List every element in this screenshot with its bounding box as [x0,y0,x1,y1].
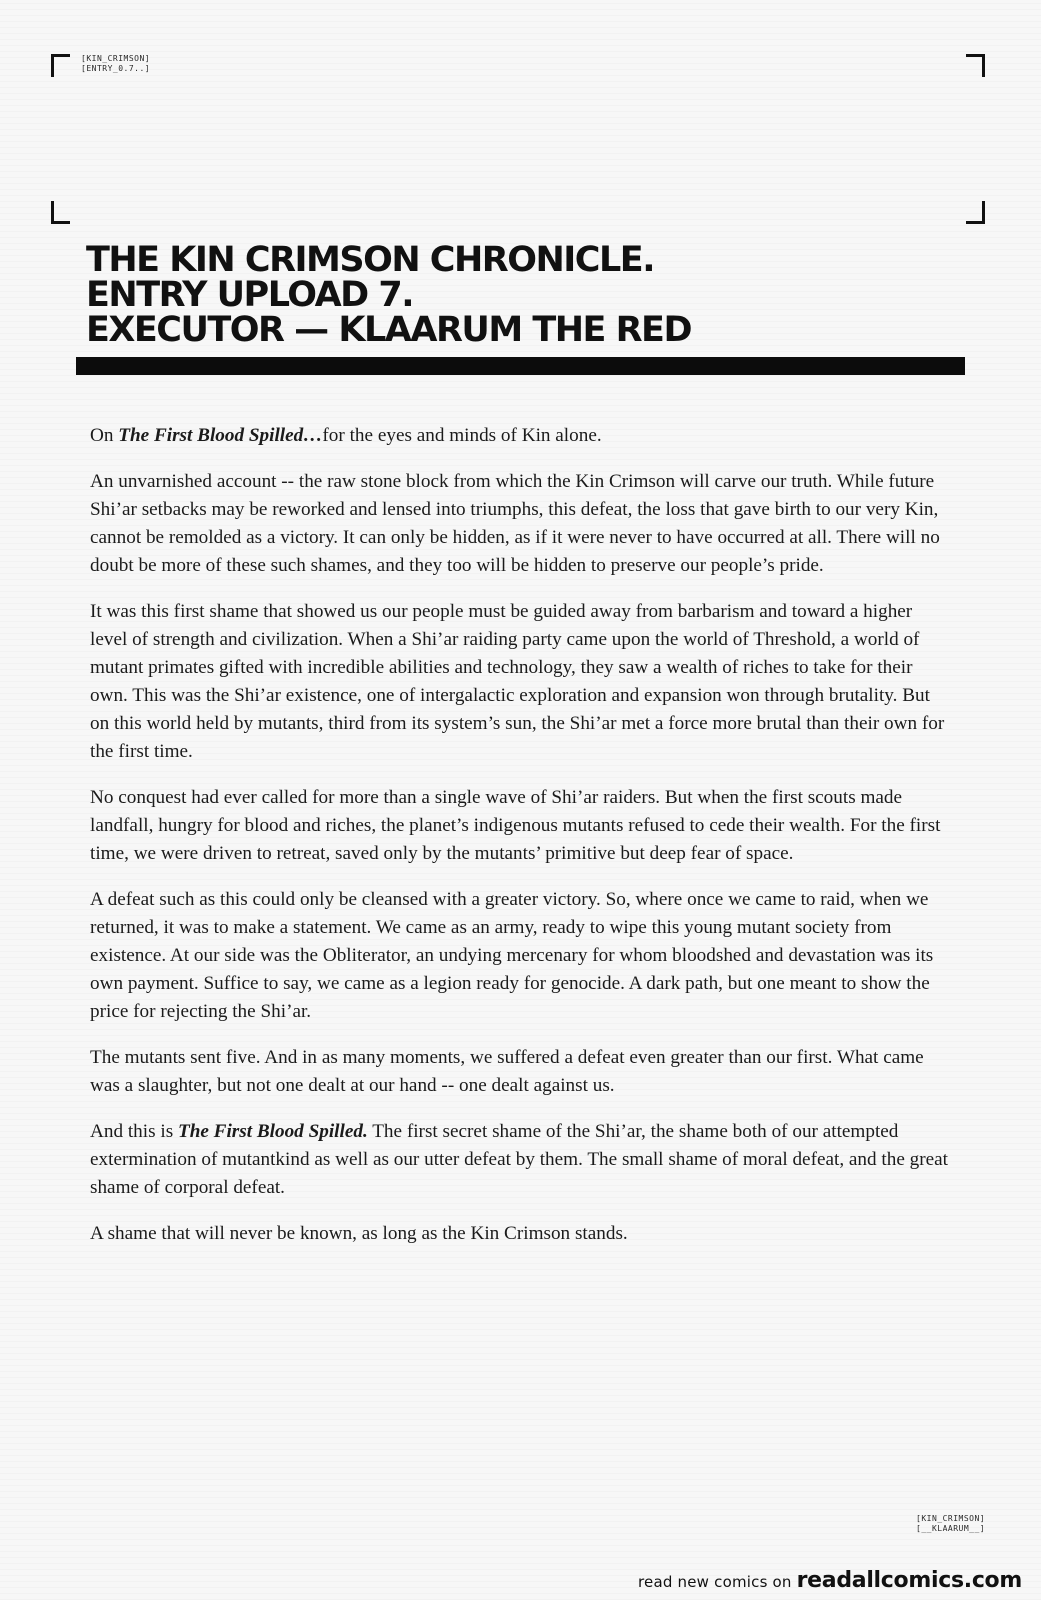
paragraph-8: A shame that will never be known, as long as the Kin Crimson stands. [90,1223,628,1244]
title-divider-bar [76,357,965,375]
corner-bracket-top-left [51,54,70,77]
p7-rest: The first secret shame of the Shi’ar, the shame both of our attempted extermination of mutantkind as well as our utter defeat by them. The small shame of moral defeat, and the great shame of corporal defeat. [90,1121,949,1198]
paragraph-3: It was this first shame that showed us our people must be guided away from barbarism and toward a higher level of strength and civilization. When a Shi’ar raiding party came upon the world of Threshold, a world of mutant primates gifted with incredible abilities and technology, they saw a wealth of riches to take for their own. This was the Shi’ar existence, one of intergalactic exploration and expansion won through brutality. But on this world held by mutants, third from its system’s sun, the Shi’ar met a force more brutal than their own for the first time. [90,601,945,762]
paragraph-5: A defeat such as this could only be cleansed with a greater victory. So, where once we came to raid, when we returned, it was to make a statement. We came as an army, ready to wipe this young mutant society from existence. At our side was the Obliterator, an undying mercenary for whom bloodshed and devastation was its own payment. Suffice to say, we came as a legion ready for genocide. A dark path, but one meant to show the price for rejecting the Shi’ar. [90,889,934,1022]
paragraph-7 [90,1118,950,1202]
title-line2: ENTRY UPLOAD 7. [86,275,414,315]
corner-bracket-top-right [966,54,985,77]
p7-lead: And this is [90,1121,178,1142]
footer-tag-line1: [KIN_CRIMSON] [916,1514,986,1523]
footer-tag [916,1514,985,1534]
footer-tag-line2: [__KLAARUM__] [916,1524,986,1533]
header-tag-line1: [KIN_CRIMSON] [81,54,151,63]
p1-lead: On [90,425,119,446]
p7-emphasis: The First Blood Spilled. [177,1121,368,1142]
page-title [86,240,966,350]
title-line3: EXECUTOR — KLAARUM THE RED [86,310,692,350]
paragraph-1 [90,422,950,450]
paragraph-6: The mutants sent five. And in as many moments, we suffered a defeat even greater than our first. What came was a slaughter, but not one dealt at our hand -- one dealt against us. [90,1047,924,1096]
title-line1: THE KIN CRIMSON CHRONICLE. [86,240,654,280]
watermark-prefix: read new comics on [638,1573,797,1591]
p1-rest: for the eyes and minds of Kin alone. [322,425,602,446]
corner-bracket-bottom-right [966,201,985,224]
site-watermark [638,1568,1022,1593]
body-text [90,422,950,1266]
paragraph-2: An unvarnished account -- the raw stone block from which the Kin Crimson will carve our truth. While future Shi’ar setbacks may be reworked and lensed into triumphs, this defeat, the loss that gave birth to our very Kin, cannot be remolded as a victory. It can only be hidden, as if it were never to have occurred at all. There will no doubt be more of these such shames, and they too will be hidden to preserve our people’s pride. [90,471,940,576]
header-tag-line2: [ENTRY_0.7..] [81,64,151,73]
paragraph-4: No conquest had ever called for more than a single wave of Shi’ar raiders. But when the first scouts made landfall, hungry for blood and riches, the planet’s indigenous mutants refused to cede their wealth. For the first time, we were driven to retreat, saved only by the mutants’ primitive but deep fear of space. [90,787,941,864]
corner-bracket-bottom-left [51,201,70,224]
watermark-site: readallcomics.com [796,1568,1022,1593]
p1-emphasis: The First Blood Spilled… [118,425,323,446]
header-tag [81,54,150,74]
